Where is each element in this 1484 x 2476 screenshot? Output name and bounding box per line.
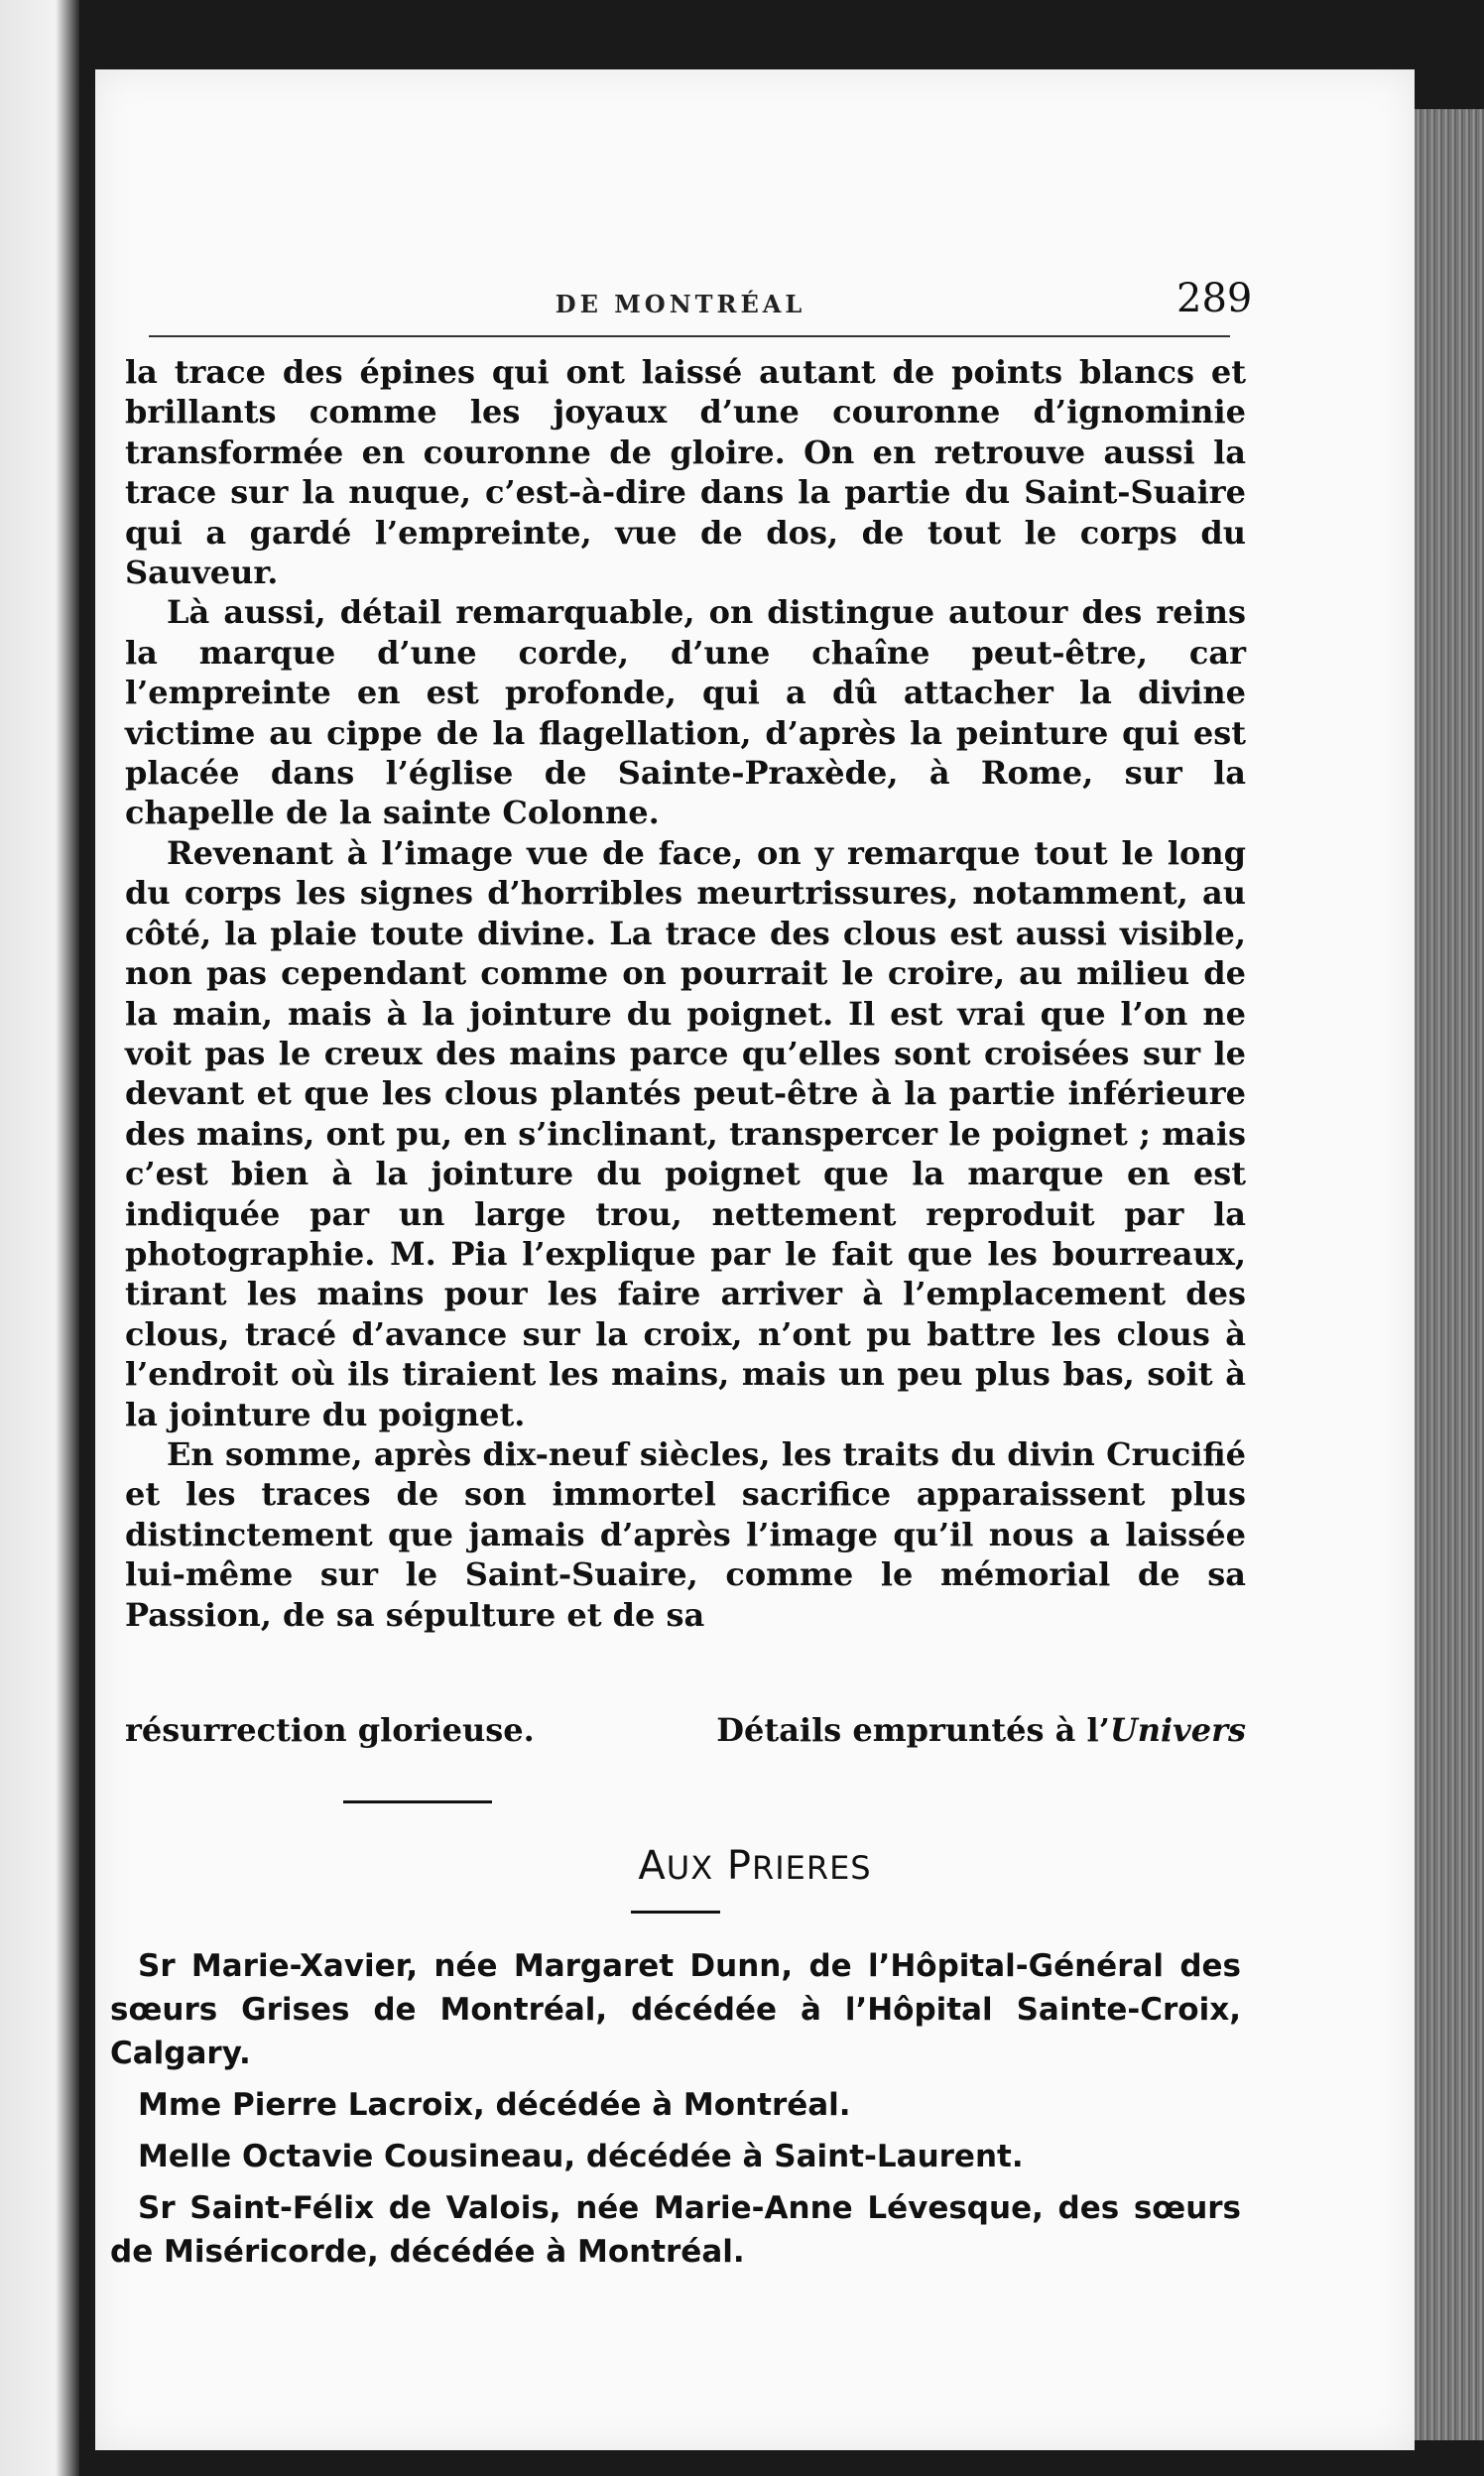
- book-page: [95, 69, 1415, 2450]
- section-divider: [343, 1800, 492, 1803]
- paragraph: la trace des épines qui ont laissé autant de points blancs et brillants comme les joyaux d’une couronne d’ignominie transformée en couronne de gloire. On en retrouve aussi la trace sur la nuque, c’est-à-dire dans la partie du Saint-Suaire qui a gardé l’empreinte, vue de dos, de tout le corps du Sauveur.: [125, 353, 1246, 592]
- prayer-entry: Sr Marie-Xavier, née Margaret Dunn, de l’Hôpital-Général des sœurs Grises de Montréal, décédée à l’Hôpital Sainte-Croix, Calgary.: [110, 1948, 1241, 2071]
- prayer-entry: Sr Saint-Félix de Valois, née Marie-Anne Lévesque, des sœurs de Miséricorde, décédée à Montréal.: [110, 2190, 1241, 2270]
- title-rest: RIERES: [751, 1849, 872, 1887]
- prayers-list: [110, 1944, 1241, 2282]
- page-stack-edge: [1409, 109, 1484, 2440]
- title-underline: [631, 1911, 720, 1914]
- prayer-entry: Mme Pierre Lacroix, décédée à Montréal.: [138, 2087, 851, 2123]
- title-initial: P: [726, 1843, 752, 1889]
- paragraph: En somme, après dix-neuf siècles, les traits du divin Crucifié et les traces de son immortel sacrifice apparaissent plus distinctement que jamais d’après l’image qu’il nous a laissée lui-même sur le Saint-Suaire, comme le mémorial de sa Passion, de sa sépulture et de sa: [125, 1434, 1246, 1634]
- credit-line: [125, 1711, 1246, 1753]
- source-credit: [716, 1711, 1246, 1749]
- page-number: 289: [1176, 276, 1253, 321]
- title-rest: UX: [666, 1849, 714, 1887]
- credit-prefix: Détails empruntés à l’: [716, 1711, 1110, 1749]
- last-line-text: résurrection glorieuse.: [125, 1711, 535, 1749]
- prayer-entry: Melle Octavie Cousineau, décédée à Saint-Laurent.: [138, 2139, 1024, 2174]
- article-body: [125, 352, 1246, 1635]
- left-page-edge: [0, 0, 79, 2476]
- header-rule: [149, 335, 1230, 337]
- section-title: [95, 1843, 1415, 1889]
- page-header: [95, 218, 1415, 321]
- paragraph: Là aussi, détail remarquable, on distingue autour des reins la marque d’une corde, d’une chaîne peut-être, car l’empreinte en est profonde, qui a dû attacher la divine victime au cippe de la flagellation, d’après la peinture qui est placée dans l’église de Sainte-Praxède, à Rome, sur la chapelle de la sainte Colonne.: [125, 593, 1246, 832]
- credit-source: Univers: [1109, 1711, 1246, 1749]
- title-initial: A: [638, 1843, 667, 1889]
- paragraph: Revenant à l’image vue de face, on y remarque tout le long du corps les signes d’horribles meurtrissures, notamment, au côté, la plaie toute divine. La trace des clous est aussi visible, non pas cependant comme on pourrait le croire, au milieu de la main, mais à la jointure du poignet. Il est vrai que l’on ne voit pas le creux des mains parce qu’elles sont croisées sur le devant et que les clous plantés peut-être à la partie inférieure des mains, ont pu, en s’inclinant, transpercer le poignet ; mais c’est bien à la jointure du poignet que la marque en est indiquée par un large trou, nettement reproduit par la photographie. M. Pia l’explique par le fait que les bourreaux, tirant les mains pour les faire arriver à l’emplacement des clous, tracé d’avance sur la croix, n’ont pu battre les clous à l’endroit où ils tiraient les mains, mais un peu plus bas, soit à la jointure du poignet.: [125, 833, 1246, 1433]
- running-title: DE MONTRÉAL: [555, 290, 806, 318]
